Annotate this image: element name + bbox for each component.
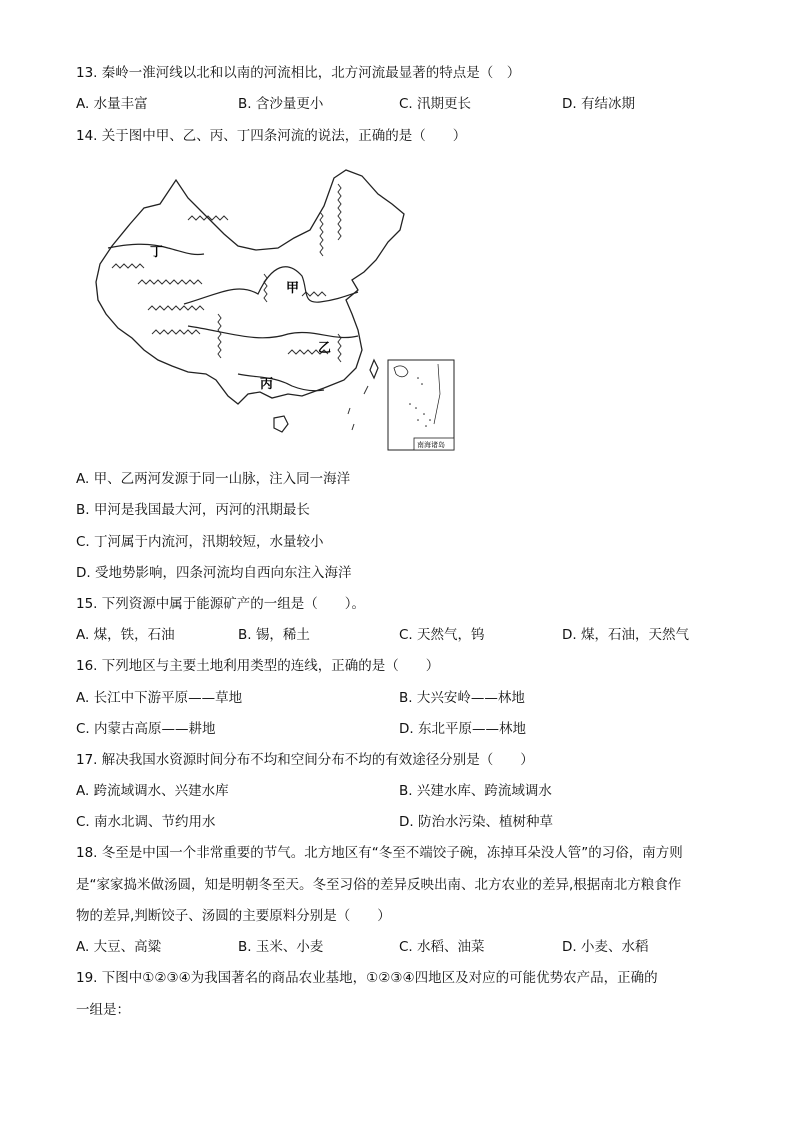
mountain-ranges — [112, 184, 341, 362]
river-bing — [238, 374, 324, 391]
q18-option-a: A. 大豆、高粱 — [76, 939, 162, 955]
q15-option-c: C. 天然气，钨 — [399, 627, 485, 643]
q15-option-b: B. 锡，稀土 — [238, 627, 310, 643]
q18-stem-line-2: 是“家家捣米做汤圆，知是明朝冬至天。冬至习俗的差异反映出南、北方农业的差异,根据南北方粮食作 — [76, 877, 682, 893]
q14-option-b: B. 甲河是我国最大河，丙河的汛期最长 — [76, 502, 310, 518]
q13-stem: 13. 秦岭一淮河线以北和以南的河流相比，北方河流最显著的特点是（ ） — [76, 65, 521, 81]
inset-label: 南海诸岛 — [417, 441, 445, 449]
hainan-island — [274, 416, 288, 432]
q18-option-d: D. 小麦、水稻 — [562, 939, 649, 955]
q18-option-c: C. 水稻、油菜 — [399, 939, 485, 955]
label-yi: 乙 — [318, 341, 332, 356]
q14-option-c: C. 丁河属于内流河，汛期较短，水量较小 — [76, 534, 324, 550]
river-yi — [188, 326, 358, 338]
q18-stem-line-3: 物的差异,判断饺子、汤圆的主要原料分别是（ ） — [76, 908, 391, 924]
q16-option-d: D. 东北平原——林地 — [399, 721, 526, 737]
china-river-map — [88, 164, 468, 456]
label-jia: 甲 — [286, 281, 300, 296]
q14-option-a: A. 甲、乙两河发源于同一山脉，注入同一海洋 — [76, 471, 351, 487]
q17-option-a: A. 跨流域调水、兴建水库 — [76, 783, 229, 799]
q16-option-a: A. 长江中下游平原——草地 — [76, 690, 243, 706]
q13-option-d: D. 有结冰期 — [562, 96, 635, 112]
q14-stem: 14. 关于图中甲、乙、丙、丁四条河流的说法，正确的是（ ） — [76, 128, 467, 144]
q19-stem-line-1: 19. 下图中①②③④为我国著名的商品农业基地，①②③④四地区及对应的可能优势农产品，正确的 — [76, 970, 658, 986]
q16-option-c: C. 内蒙古高原——耕地 — [76, 721, 216, 737]
q13-option-b: B. 含沙量更小 — [238, 96, 324, 112]
south-china-sea-inset — [388, 360, 454, 450]
china-outline — [96, 170, 404, 404]
label-bing: 丙 — [260, 377, 274, 392]
q14-option-d: D. 受地势影响，四条河流均自西向东注入海洋 — [76, 565, 352, 581]
q15-option-a: A. 煤，铁，石油 — [76, 627, 175, 643]
q16-option-b: B. 大兴安岭——林地 — [399, 690, 525, 706]
q15-option-d: D. 煤，石油，天然气 — [562, 627, 689, 643]
q16-stem: 16. 下列地区与主要土地利用类型的连线，正确的是（ ） — [76, 658, 440, 674]
q17-option-b: B. 兴建水库、跨流域调水 — [399, 783, 552, 799]
q17-option-d: D. 防治水污染、植树种草 — [399, 814, 553, 830]
coastline-marks — [348, 386, 368, 430]
label-ding: 丁 — [150, 245, 164, 260]
q15-stem: 15. 下列资源中属于能源矿产的一组是（ ）。 — [76, 596, 366, 612]
river-jia — [184, 267, 358, 304]
q18-option-b: B. 玉米、小麦 — [238, 939, 324, 955]
q13-option-a: A. 水量丰富 — [76, 96, 148, 112]
q17-option-c: C. 南水北调、节约用水 — [76, 814, 216, 830]
q18-stem-line-1: 18. 冬至是中国一个非常重要的节气。北方地区有“冬至不端饺子碗，冻掉耳朵没人管”的习俗，南方则 — [76, 845, 683, 861]
q19-stem-line-2: 一组是： — [76, 1002, 130, 1018]
q17-stem: 17. 解决我国水资源时间分布不均和空间分布不均的有效途径分别是（ ） — [76, 752, 534, 768]
taiwan-island — [370, 360, 378, 378]
q13-option-c: C. 汛期更长 — [399, 96, 472, 112]
